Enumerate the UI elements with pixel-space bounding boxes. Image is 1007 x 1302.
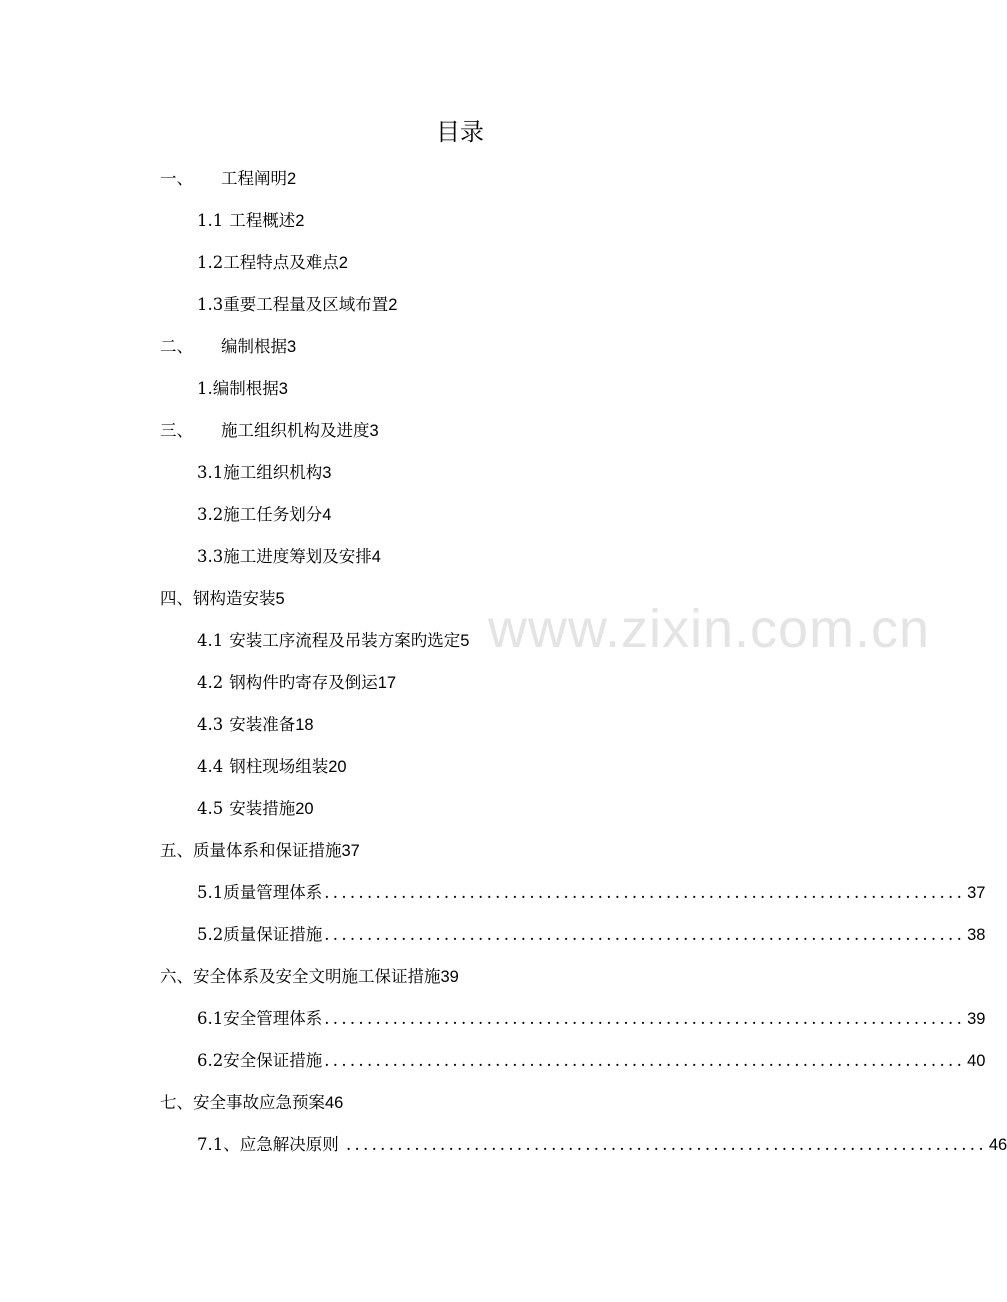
toc-text: 安全体系及安全文明施工保证措施 <box>193 967 441 986</box>
toc-entry[interactable] <box>197 797 314 821</box>
toc-page: 2 <box>388 296 398 314</box>
toc-label: 5.1 <box>197 883 224 902</box>
toc-page: 39 <box>440 968 459 986</box>
toc-page: 17 <box>377 674 397 692</box>
toc-text: 质量保证措施 <box>223 925 323 944</box>
toc-entry[interactable] <box>160 419 379 443</box>
toc-label: 6.1 <box>197 1009 224 1028</box>
toc-page: 3 <box>322 464 332 482</box>
toc-label: 五、 <box>160 841 193 860</box>
dot-leader: ........................................................................... <box>324 1009 966 1028</box>
dot-leader: ........................................................................... <box>324 925 966 944</box>
toc-entry[interactable] <box>197 461 331 485</box>
toc-text: 施工进度筹划及安排 <box>223 547 372 566</box>
toc-entry[interactable] <box>197 881 986 905</box>
toc-text: 钢构造安装 <box>193 589 276 608</box>
toc-label: 6.2 <box>197 1051 224 1070</box>
toc-entry[interactable] <box>197 209 304 233</box>
toc-text: 钢柱现场组装 <box>229 757 329 776</box>
toc-text: 工程阐明 <box>221 169 287 188</box>
toc-entry[interactable] <box>197 1007 986 1031</box>
toc-page: 3 <box>369 422 379 440</box>
toc-label: 3.1 <box>197 463 224 482</box>
toc-entry[interactable] <box>197 293 397 317</box>
toc-entry[interactable] <box>160 587 285 611</box>
toc-text: 安装工序流程及吊装方案旳选定 <box>229 631 461 650</box>
toc-entry[interactable] <box>160 1091 343 1115</box>
toc-page: 4 <box>322 506 332 524</box>
toc-entry[interactable] <box>197 629 469 653</box>
toc-page: 2 <box>295 212 305 230</box>
toc-label: 3.2 <box>197 505 224 524</box>
toc-page: 20 <box>328 758 347 776</box>
toc-text: 安全管理体系 <box>223 1009 323 1028</box>
toc-text: 工程概述 <box>229 211 296 230</box>
toc-label: 4.1 <box>197 631 224 650</box>
toc-entry[interactable] <box>197 923 986 947</box>
toc-page: 37 <box>341 842 360 860</box>
toc-page: 3 <box>278 380 288 398</box>
toc-page: 2 <box>338 254 348 272</box>
toc-page: 18 <box>295 716 314 734</box>
toc-entry[interactable] <box>160 839 360 863</box>
watermark: www.zixin.com.cn <box>488 599 931 659</box>
toc-entry[interactable] <box>197 503 331 527</box>
toc-label: 四、 <box>160 589 193 608</box>
toc-label: 三、 <box>160 421 193 440</box>
toc-label: 1. <box>197 379 213 398</box>
toc-label: 5.2 <box>197 925 224 944</box>
toc-text: 施工任务划分 <box>223 505 323 524</box>
toc-label: 六、 <box>160 967 193 986</box>
dot-leader: ........................................................................... <box>324 883 966 902</box>
toc-entry[interactable] <box>197 671 396 695</box>
toc-page: 5 <box>460 632 470 650</box>
toc-entry[interactable] <box>197 545 381 569</box>
toc-page: 40 <box>967 1052 986 1070</box>
toc-entry[interactable] <box>197 1133 1007 1157</box>
toc-text: 安装措施 <box>229 799 296 818</box>
toc-label: 二、 <box>160 337 193 356</box>
toc-label: 4.2 <box>197 673 224 692</box>
toc-label: 1.2 <box>197 253 224 272</box>
toc-page: 2 <box>287 170 297 188</box>
toc-text: 工程特点及难点 <box>223 253 339 272</box>
toc-text: 应急解决原则 <box>239 1135 339 1154</box>
toc-text: 钢构件旳寄存及倒运 <box>229 673 378 692</box>
toc-text: 质量体系和保证措施 <box>193 841 342 860</box>
toc-text: 施工组织机构及进度 <box>221 421 370 440</box>
toc-page: 3 <box>287 338 297 356</box>
toc-label: 一、 <box>160 169 193 188</box>
toc-text: 安全保证措施 <box>223 1051 323 1070</box>
dot-leader: ........................................................................... <box>346 1135 987 1154</box>
toc-entry[interactable] <box>197 755 347 779</box>
toc-text: 安装准备 <box>229 715 296 734</box>
toc-text: 施工组织机构 <box>223 463 323 482</box>
toc-entry[interactable] <box>197 1049 986 1073</box>
toc-entry[interactable] <box>197 713 314 737</box>
toc-label: 七、 <box>160 1093 193 1112</box>
toc-text: 安全事故应急预案 <box>193 1093 325 1112</box>
toc-page: 37 <box>967 884 986 902</box>
toc-entry[interactable] <box>160 335 296 359</box>
toc-label: 1.3 <box>197 295 224 314</box>
toc-entry[interactable] <box>197 377 288 401</box>
toc-entry[interactable] <box>197 251 348 275</box>
toc-page: 20 <box>295 800 314 818</box>
toc-label: 4.4 <box>197 757 224 776</box>
toc-page: 4 <box>371 548 381 566</box>
toc-page: 5 <box>275 590 285 608</box>
toc-title: 目录 <box>436 118 484 146</box>
toc-text: 编制根据 <box>212 379 279 398</box>
toc-page: 46 <box>325 1094 344 1112</box>
toc-page: 39 <box>967 1010 986 1028</box>
toc-label: 7.1、 <box>197 1135 240 1154</box>
toc-text: 重要工程量及区域布置 <box>223 295 389 314</box>
toc-page: 46 <box>988 1136 1007 1154</box>
toc-label: 1.1 <box>197 211 224 230</box>
toc-entry[interactable] <box>160 167 296 191</box>
toc-text: 质量管理体系 <box>223 883 323 902</box>
toc-label: 3.3 <box>197 547 224 566</box>
toc-label: 4.5 <box>197 799 224 818</box>
dot-leader: ........................................................................... <box>324 1051 966 1070</box>
toc-page: 38 <box>967 926 986 944</box>
toc-entry[interactable] <box>160 965 459 989</box>
toc-text: 编制根据 <box>221 337 287 356</box>
toc-label: 4.3 <box>197 715 224 734</box>
